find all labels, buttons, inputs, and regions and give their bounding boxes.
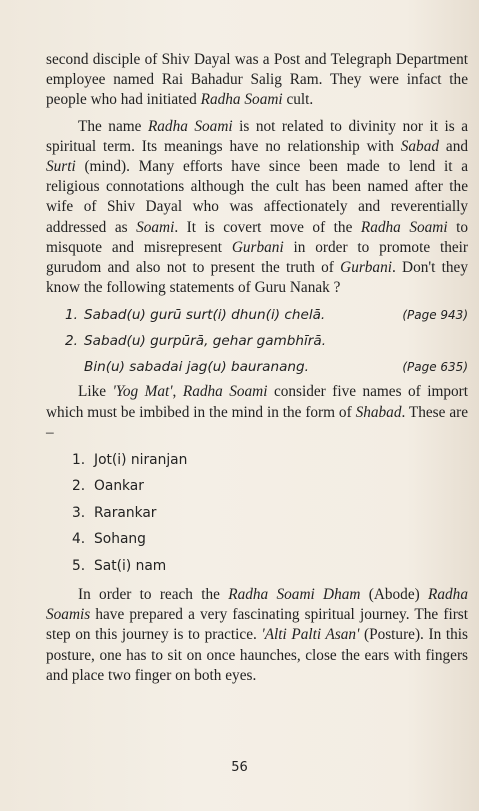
italic-term: Radha Soami Dham — [228, 586, 361, 604]
text-run: to misquote and misrepresent — [46, 218, 468, 256]
text-run: In order to reach the — [78, 586, 229, 604]
list-number: 2. — [72, 478, 86, 495]
verse-line — [46, 302, 468, 328]
italic-term: Radha Soami — [182, 383, 268, 401]
verse-text: Sabad(u) gurū surt(i) dhun(i) chelā. — [84, 307, 326, 324]
page-reference: (Page 943) — [402, 308, 468, 323]
italic-term: Shabad — [355, 403, 402, 421]
list-number: 1. — [72, 452, 86, 469]
paragraph-2 — [46, 117, 468, 299]
text-run: The name — [78, 117, 148, 135]
list-item — [72, 447, 468, 473]
list-item — [72, 500, 468, 526]
verse-number: 1. — [65, 307, 78, 324]
italic-term: 'Alti Palti Asan' — [261, 626, 360, 644]
italic-term: Gurbani — [231, 238, 284, 256]
list-number: 3. — [72, 504, 86, 521]
paragraph-1 — [46, 50, 468, 111]
names-list — [46, 447, 468, 579]
verse-text: Sabad(u) gurpūrā, gehar gambhīrā. — [84, 333, 327, 350]
text-run: consider five names of import which must be imbibed in the mind in the form of — [46, 383, 468, 421]
page-reference: (Page 635) — [402, 360, 468, 375]
text-run: (Posture). In this posture, one has to sit on once haunches, close the ears with fingers and place two finger on both eyes. — [46, 626, 468, 684]
italic-term: Soami — [136, 218, 175, 236]
list-number: 4. — [72, 531, 86, 548]
list-item — [72, 473, 468, 499]
italic-term: 'Yog Mat' — [112, 383, 173, 401]
list-item — [72, 526, 468, 552]
text-run: , — [172, 383, 183, 401]
verse-line — [46, 328, 468, 354]
italic-term: Radha Soamis — [46, 586, 468, 624]
text-run: cult. — [282, 91, 314, 109]
verse-text: Bin(u) sabadai jag(u) bauranang. — [84, 359, 309, 376]
list-label: Sohang — [94, 531, 146, 548]
text-run: (Abode) — [360, 586, 429, 604]
italic-term: Radha Soami — [200, 91, 283, 109]
list-label: Rarankar — [94, 504, 157, 521]
italic-term: Surti — [46, 158, 76, 176]
italic-term: Radha Soami — [360, 218, 448, 236]
verse-block — [46, 302, 468, 380]
paragraph-4 — [46, 585, 468, 686]
text-run: (mind). Many efforts have since been made to lend it a religious connotations although the cult has been named after the wife of Shiv Dayal who was affectionately and reverentially addressed as — [46, 158, 468, 236]
paragraph-3 — [46, 382, 468, 443]
text-run: have prepared a very fascinating spiritual journey. The first step on this journey is to practice. — [46, 606, 468, 644]
text-run: . It is covert move of the — [174, 218, 361, 236]
list-label: Jot(i) niranjan — [94, 452, 188, 469]
list-number: 5. — [72, 557, 86, 574]
text-run: second disciple of Shiv Dayal was a Post and Telegraph Department employee named Rai Bahadur Salig Ram. They were infact the people who had initiated — [46, 51, 468, 109]
page-number: 56 — [231, 760, 248, 775]
verse-number: 2. — [65, 333, 78, 350]
text-run: and — [439, 137, 468, 155]
verse-line — [46, 354, 468, 380]
text-run: . Don't they know the following statements of Guru Nanak ? — [46, 259, 468, 297]
italic-term: Gurbani — [340, 259, 392, 277]
list-label: Sat(i) nam — [94, 557, 167, 574]
italic-term: Sabad — [400, 137, 439, 155]
list-item — [72, 553, 468, 579]
text-run: is not related to divinity nor it is a spiritual term. Its meanings have no relationship with — [46, 117, 468, 155]
italic-term: Radha Soami — [147, 117, 233, 135]
list-label: Oankar — [94, 478, 144, 495]
text-run: Like — [78, 383, 113, 401]
text-run: . These are – — [46, 403, 468, 441]
page-body — [46, 50, 468, 686]
text-run: in order to promote their gurudom and also not to present the truth of — [46, 238, 468, 277]
